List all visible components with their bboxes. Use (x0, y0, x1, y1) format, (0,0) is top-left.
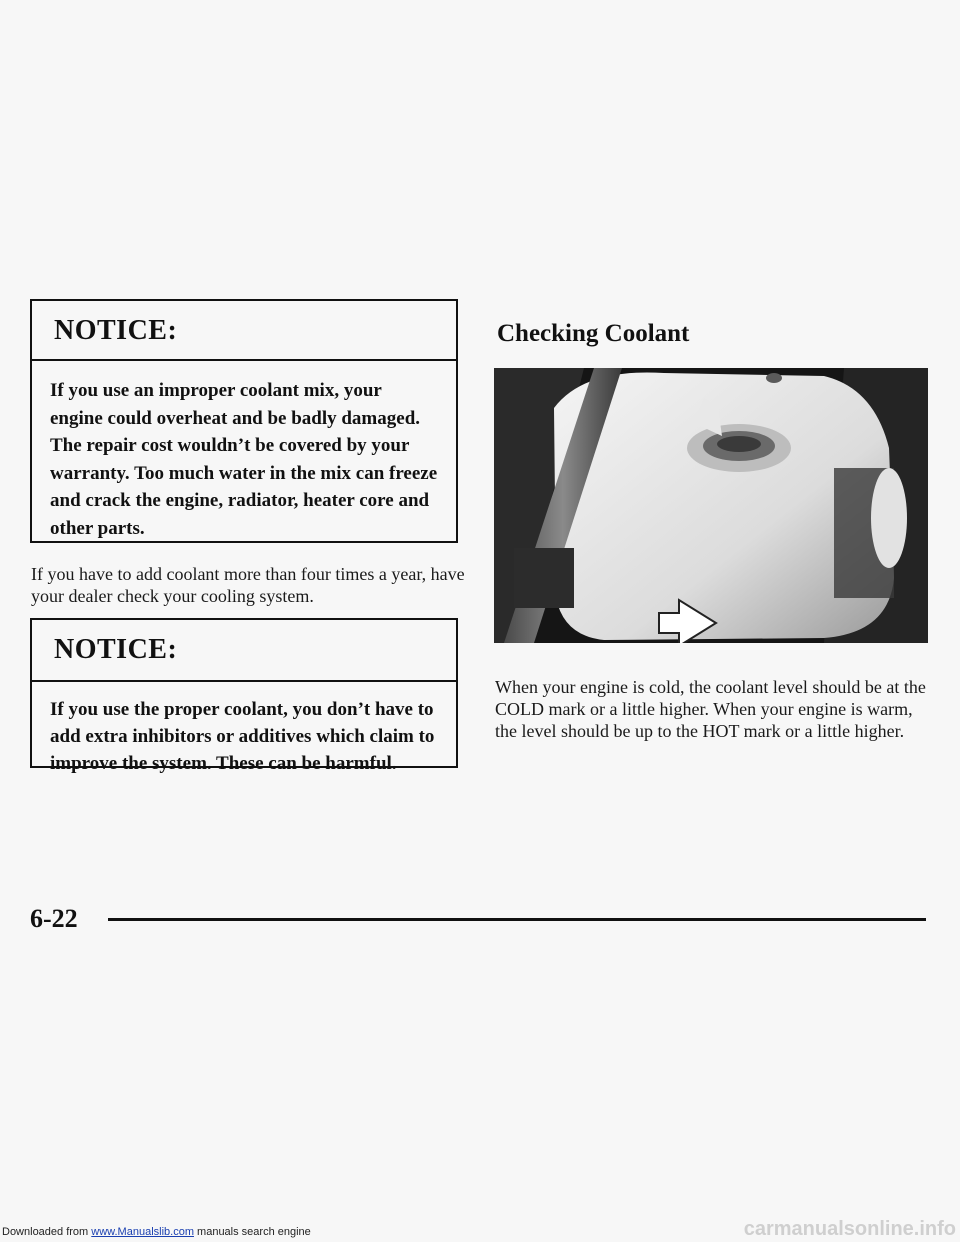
footer-rule (108, 918, 926, 921)
notice-box-additives (30, 618, 458, 774)
notice-box-coolant-mix (30, 299, 458, 543)
download-banner (0, 1218, 960, 1242)
page-number: 6-22 (30, 904, 78, 933)
manualslib-link[interactable]: www.Manualslib.com (91, 1226, 194, 1238)
notice-body: If you use an improper coolant mix, your engine could overheat and be badly damaged. The repair cost wouldn’t be covered by your warranty. Too much water in the mix can freeze and crack the engine, radiator, heater core and other parts. (50, 380, 438, 539)
notice-heading: NOTICE: (32, 620, 456, 682)
notice-body: If you use the proper coolant, you don’t have to add extra inhibitors or additives which claim to improve the system. These can be harmful. (50, 699, 435, 774)
download-notice (2, 1226, 311, 1238)
download-suffix: manuals search engine (193, 1226, 311, 1238)
coolant-reservoir-photo (494, 368, 928, 643)
coolant-level-paragraph: When your engine is cold, the coolant level should be at the COLD mark or a little higher. When your engine is warm, the level should be up to the HOT mark or a little higher. (495, 677, 926, 741)
download-prefix: Downloaded from (2, 1226, 92, 1238)
dealer-check-paragraph: If you have to add coolant more than four times a year, have your dealer check your cooling system. (31, 564, 465, 606)
notice-heading: NOTICE: (32, 301, 456, 361)
watermark-text: carmanualsonline.info (743, 1218, 956, 1240)
section-title: Checking Coolant (497, 320, 690, 347)
coolant-reservoir-illustration (494, 368, 928, 643)
